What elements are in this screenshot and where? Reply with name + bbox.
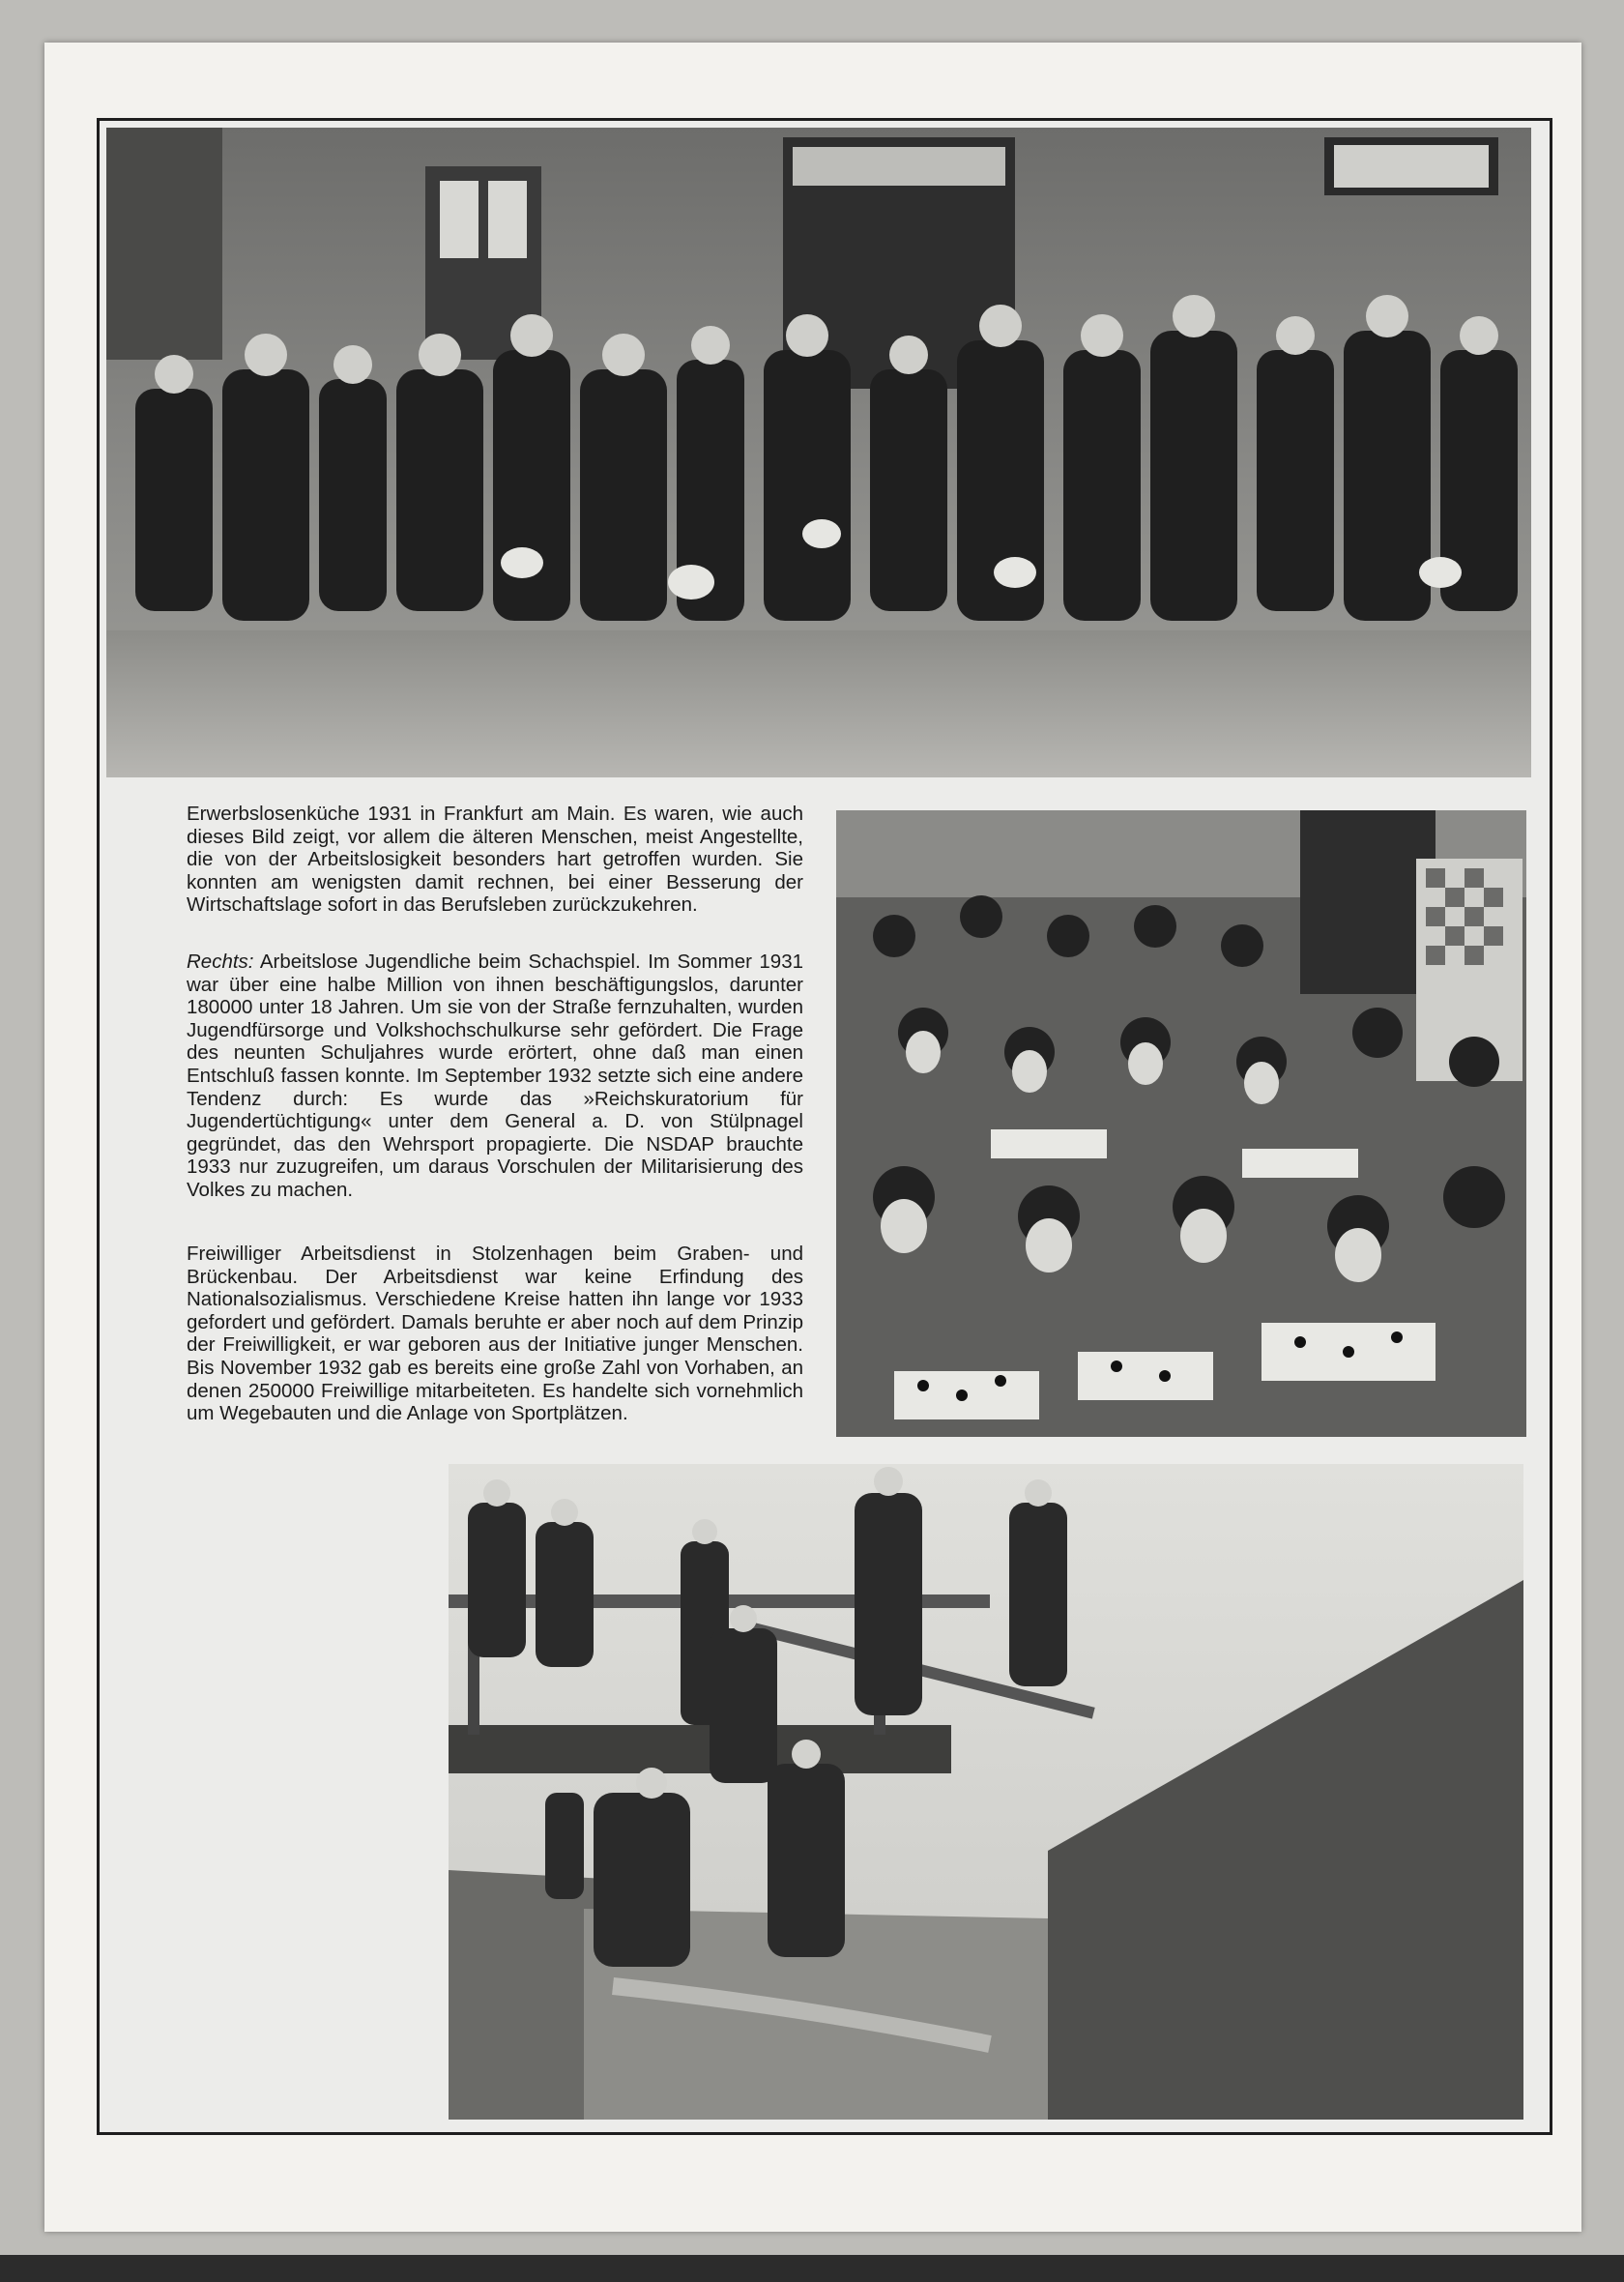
caption-chess	[187, 951, 803, 1202]
photo-soup-kitchen-queue	[106, 128, 1531, 777]
caption-labour-service: Freiwilliger Arbeitsdienst in Stolzenhagen beim Graben- und Brückenbau. Der Arbeitsdienst war keine Erfindung des Nationalsozialismus. Verschiedene Kreise hatten ihn lange vor 1933 gefordert und gefördert. Damals beruhte er aber noch auf dem Prinzip der Freiwilligkeit, er war geboren aus der Initiative junger Menschen. Bis November 1932 gab es bereits eine große Zahl von Vorhaben, an denen 250000 Freiwillige mitarbeiteten. Es handelte sich vornehmlich um Wegebauten und die Anlage von Sportplätzen.	[187, 1243, 803, 1425]
album-binding-strip	[0, 2255, 1624, 2282]
photo-labour-service-bridge-building	[449, 1464, 1523, 2120]
caption-soup-kitchen: Erwerbslosenküche 1931 in Frankfurt am Main. Es waren, wie auch dieses Bild zeigt, vor allem die älteren Menschen, meist Angestellte, die von der Arbeitslosigkeit besonders hart getroffen wurden. Sie konnten am wenigsten damit rechnen, bei einer Besserung der Wirtschaftslage sofort in das Berufsleben zurückzukehren.	[187, 803, 803, 917]
caption-chess-body: Arbeitslose Jugendliche beim Schachspiel. Im Sommer 1931 war über eine halbe Million von ihnen beschäftigungslos, darunter 180000 unter 18 Jahren. Um sie von der Straße fernzuhalten, wurden Jugendfürsorge und Volkshochschulkurse sehr gefördert. Die Frage des neunten Schuljahres wurde erörtert, ohne daß man einen Entschluß fassen konnte. Im September 1932 setzte sich eine andere Tendenz durch: Es wurde das »Reichskuratorium für Jugendertüchtigung« unter dem General a. D. von Stülpnagel gegründet, das den Wehrsport propagierte. Die NSDAP brauchte 1933 nur zuzugreifen, um daraus Vorschulen der Militarisierung des Volkes zu machen.	[187, 951, 803, 1201]
photo-youths-playing-chess	[836, 810, 1526, 1437]
caption-chess-lead: Rechts:	[187, 951, 254, 973]
